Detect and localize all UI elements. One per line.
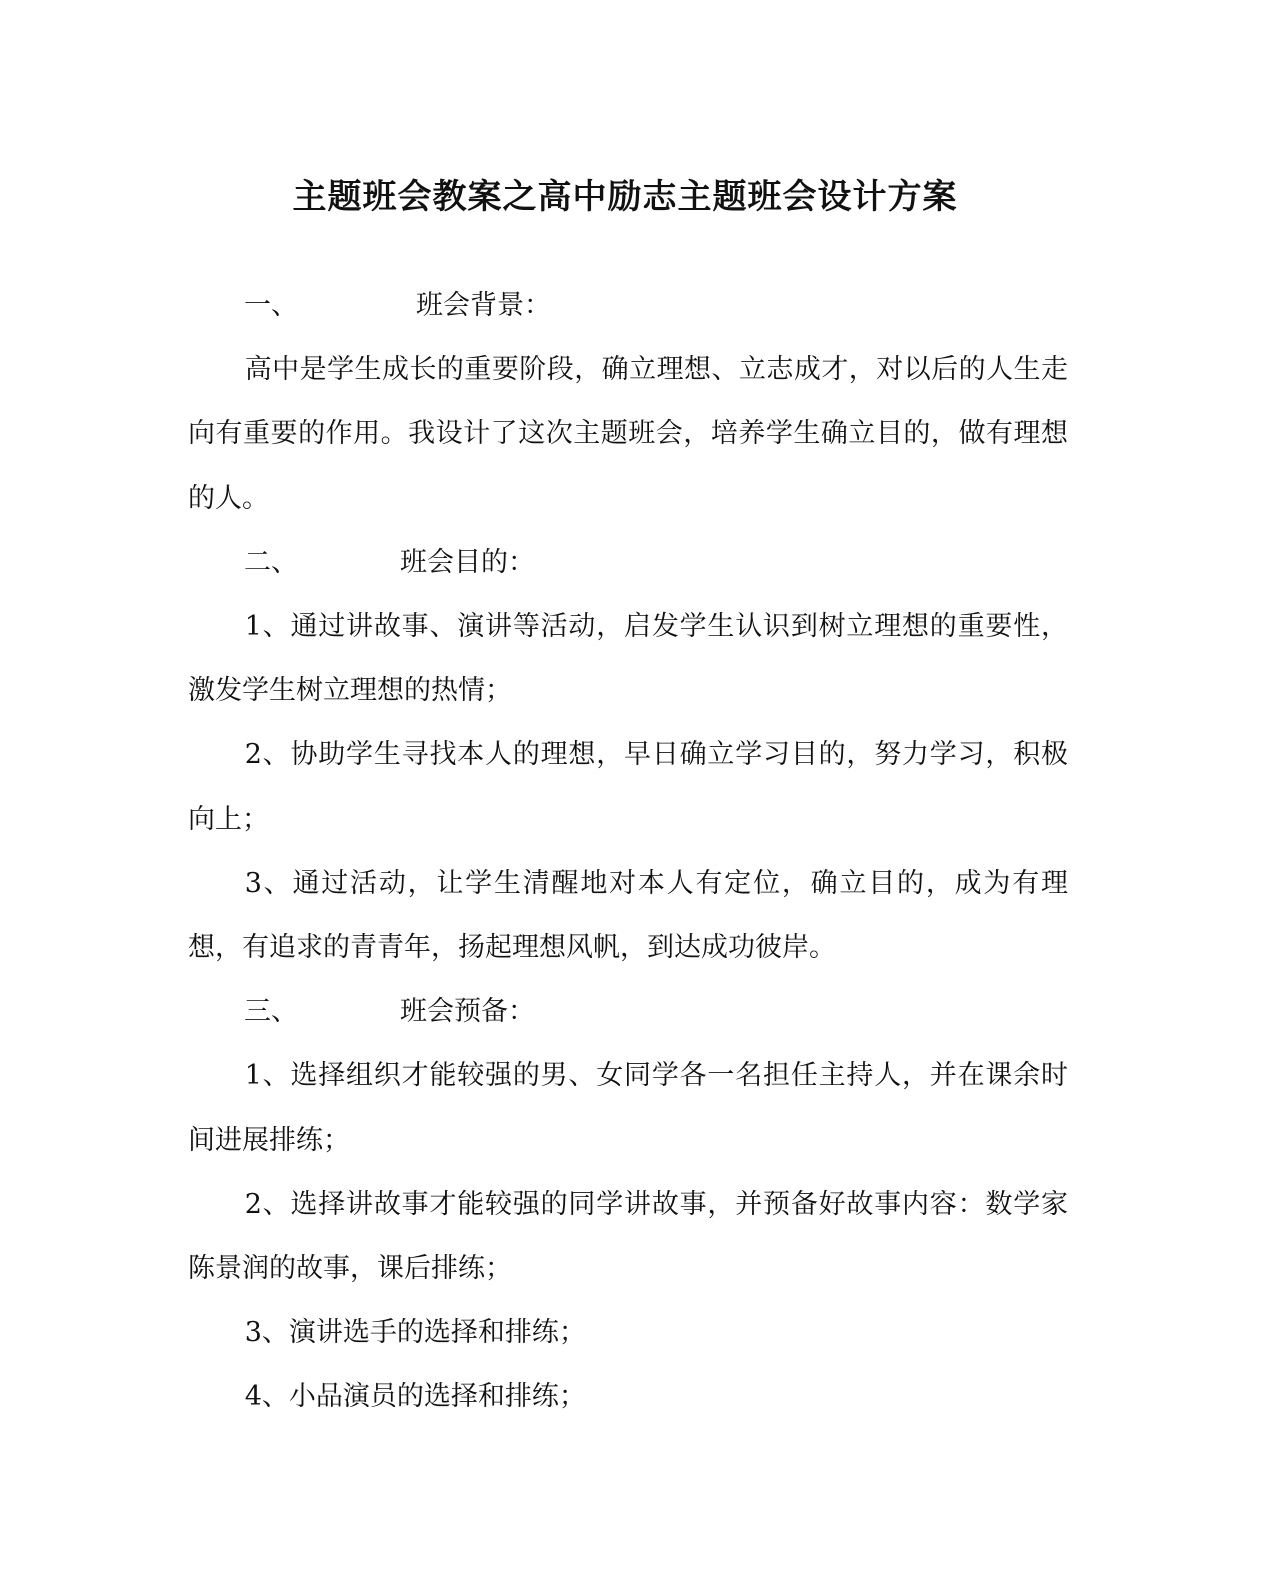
section-title: 班会目的： [400,546,535,578]
purpose-item: 1、通过讲故事、演讲等活动，启发学生认识到树立理想的重要性，激发学生树立理想的热情； [188,611,1068,707]
prep-item: 2、选择讲故事才能较强的同学讲故事，并预备好故事内容：数学家陈景润的故事，课后排练； [188,1188,1068,1285]
prep-item: 1、选择组织才能较强的男、女同学各一名担任主持人，并在课余时间进展排练； [188,1060,1068,1156]
prep-item: 4、小品演员的选择和排练； [244,1381,586,1413]
section-heading-background [188,274,1068,338]
prep-item: 3、演讲选手的选择和排练； [244,1317,586,1349]
section-heading-preparation [188,980,1068,1044]
section-number: 二、 [244,546,298,578]
purpose-item: 2、协助学生寻找本人的理想，早日确立学习目的，努力学习，积极向上； [188,739,1068,835]
document-body [188,274,1068,1430]
section-title: 班会背景： [416,290,551,321]
document-title: 主题班会教案之高中励志主题班会设计方案 [292,177,958,217]
paragraph-background: 高中是学生成长的重要阶段，确立理想、立志成才，对以后的人生走向有重要的作用。我设计了这次主题班会，培养学生确立目的，做有理想的人。 [188,354,1068,514]
section-title: 班会预备： [400,996,535,1028]
section-number: 一、 [244,290,298,321]
section-number: 三、 [244,996,298,1028]
section-heading-purpose [188,531,1068,595]
purpose-item: 3、通过活动，让学生清醒地对本人有定位，确立目的，成为有理想，有追求的青青年，扬起理想风帆，到达成功彼岸。 [188,867,1068,964]
